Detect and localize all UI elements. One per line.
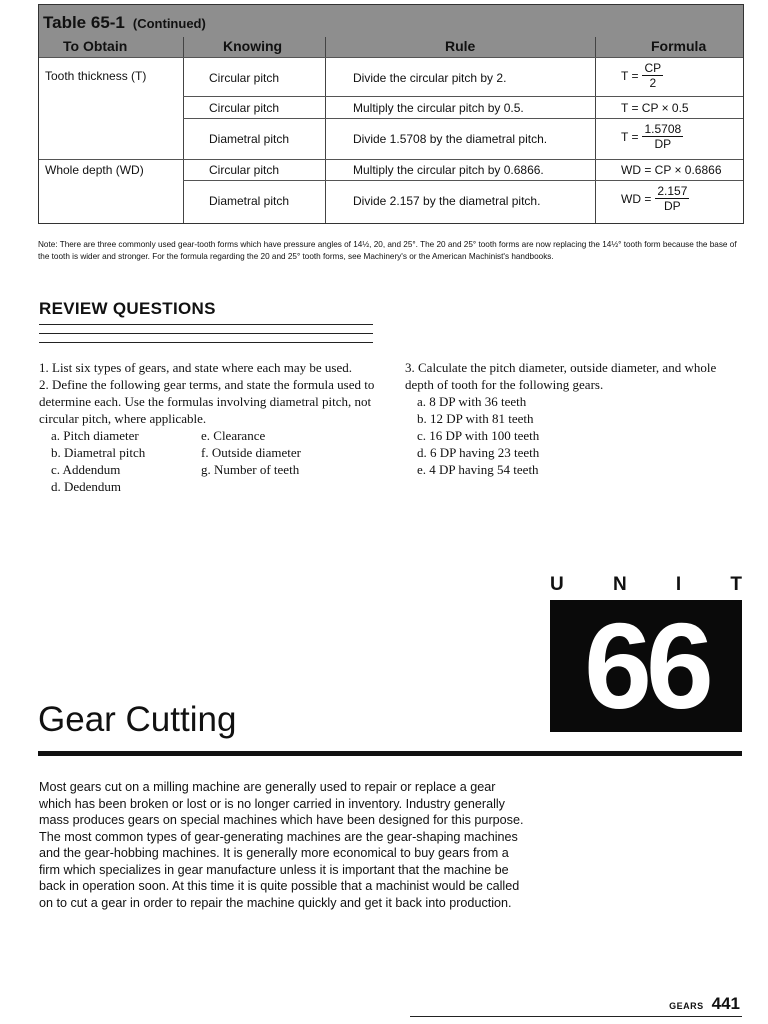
gear-item: d. 6 DP having 23 teeth bbox=[417, 445, 540, 460]
term-item: e. Clearance bbox=[201, 428, 266, 443]
formula-denominator: DP bbox=[664, 199, 681, 213]
cell-rule: Divide 1.5708 by the diametral pitch. bbox=[353, 132, 548, 146]
formula-numerator: 1.5708 bbox=[644, 122, 682, 136]
formula-denominator: 2 bbox=[649, 76, 657, 90]
footer-section: GEARS bbox=[669, 1001, 704, 1011]
question-2: 2. Define the following gear terms, and state the formula used to determine each. Use the formulas involving diametral pitch, not circular pitch, where applicable. bbox=[39, 377, 375, 426]
row-divider bbox=[39, 57, 743, 58]
question-2-terms bbox=[39, 427, 379, 478]
review-column-left bbox=[39, 359, 379, 495]
question-3: 3. Calculate the pitch diameter, outside diameter, and whole depth of tooth for the following gears. bbox=[405, 360, 717, 392]
cell-to-obtain: Tooth thickness (T) bbox=[45, 69, 147, 83]
heading-rule bbox=[39, 342, 373, 343]
formula-numerator: 2.157 bbox=[657, 184, 688, 198]
formula-numerator: CP bbox=[644, 61, 662, 75]
col-header-knowing: Knowing bbox=[223, 38, 283, 54]
row-divider bbox=[183, 180, 743, 181]
unit-number: 66 bbox=[584, 598, 708, 734]
heading-rule bbox=[39, 324, 373, 325]
row-divider bbox=[183, 118, 743, 119]
unit-letter: I bbox=[675, 574, 682, 595]
row-divider bbox=[39, 159, 743, 160]
cell-knowing: Diametral pitch bbox=[209, 132, 290, 146]
row-divider bbox=[183, 96, 743, 97]
formula-lhs: T = bbox=[621, 68, 639, 83]
heading-rule bbox=[39, 333, 373, 334]
gear-item: b. 12 DP with 81 teeth bbox=[417, 411, 534, 426]
table-caption-number: Table 65-1 bbox=[43, 13, 125, 32]
formula-fraction bbox=[642, 61, 663, 90]
table-note: Note: There are three commonly used gear-tooth forms which have pressure angles of 14½, 20, and 25°. The 20 and 25° tooth forms are now replacing the 14½° tooth form because the base of the tooth is wider and stronger. For the formula regarding the 20 and 25° tooth forms, see Machinery's or the American Machinist's handbooks. bbox=[38, 240, 737, 262]
unit-title: Gear Cutting bbox=[38, 700, 237, 739]
column-divider bbox=[183, 37, 184, 223]
cell-knowing: Circular pitch bbox=[209, 163, 280, 177]
page-number: 441 bbox=[711, 994, 740, 1013]
page-footer bbox=[669, 994, 740, 1014]
question-1: 1. List six types of gears, and state where each may be used. bbox=[39, 360, 352, 375]
footer-rule bbox=[410, 1016, 742, 1017]
cell-to-obtain: Whole depth (WD) bbox=[45, 163, 144, 177]
term-item: c. Addendum bbox=[51, 462, 121, 477]
column-divider bbox=[325, 37, 326, 223]
gear-formula-table bbox=[38, 4, 744, 224]
cell-formula: WD = CP × 0.6866 bbox=[621, 163, 722, 177]
table-caption bbox=[43, 13, 206, 33]
term-item: b. Diametral pitch bbox=[51, 445, 146, 460]
cell-formula: T = CP × 0.5 bbox=[621, 101, 689, 115]
cell-rule: Multiply the circular pitch by 0.5. bbox=[353, 101, 524, 115]
unit-letter: U bbox=[550, 574, 564, 595]
unit-letter: T bbox=[730, 574, 742, 595]
gear-item: c. 16 DP with 100 teeth bbox=[417, 428, 540, 443]
col-header-to-obtain: To Obtain bbox=[63, 38, 128, 54]
formula-fraction bbox=[655, 184, 689, 213]
title-rule bbox=[38, 751, 742, 756]
cell-rule: Divide 2.157 by the diametral pitch. bbox=[353, 194, 541, 208]
term-item: f. Outside diameter bbox=[201, 445, 301, 460]
cell-rule: Divide the circular pitch by 2. bbox=[353, 71, 507, 85]
term-item: g. Number of teeth bbox=[201, 462, 300, 477]
col-header-rule: Rule bbox=[445, 38, 476, 54]
col-header-formula: Formula bbox=[651, 38, 707, 54]
term-item: d. Dedendum bbox=[51, 479, 122, 494]
column-divider bbox=[595, 37, 596, 223]
formula-lhs: WD = bbox=[621, 191, 652, 206]
table-caption-suffix: (Continued) bbox=[132, 16, 206, 31]
unit-number-box bbox=[550, 600, 742, 732]
formula-denominator: DP bbox=[654, 137, 672, 151]
cell-knowing: Circular pitch bbox=[209, 101, 280, 115]
cell-knowing: Circular pitch bbox=[209, 71, 280, 85]
unit-label bbox=[550, 574, 742, 596]
review-column-right bbox=[405, 359, 745, 478]
term-item: a. Pitch diameter bbox=[51, 428, 139, 443]
cell-knowing: Diametral pitch bbox=[209, 194, 290, 208]
formula-lhs: T = bbox=[621, 129, 639, 144]
gear-item: a. 8 DP with 36 teeth bbox=[417, 394, 527, 409]
cell-rule: Multiply the circular pitch by 0.6866. bbox=[353, 163, 544, 177]
gear-item: e. 4 DP having 54 teeth bbox=[417, 462, 539, 477]
table-header-band bbox=[39, 5, 743, 57]
cell-formula bbox=[621, 184, 689, 213]
unit-letter: N bbox=[612, 574, 627, 595]
body-paragraph: Most gears cut on a milling machine are generally used to repair or replace a gear which has been broken or lost or is no longer carried in inventory. Industry generally mass produces gears on special machines which have been designed for this purpose. The most common types of gear-generating machines are the gear-shaping machines and the gear-hobbing machines. It is generally more economical to buy gears from a firm which specializes in gear manufacture unless it is important that the machine be back in operation soon. At this time it is quite possible that a machinist would be called on to cut a gear in order to repair the machine quickly and get it back into production. bbox=[39, 780, 524, 910]
cell-formula bbox=[621, 122, 683, 151]
cell-formula bbox=[621, 61, 663, 90]
formula-fraction bbox=[642, 122, 683, 151]
review-questions-heading: REVIEW QUESTIONS bbox=[39, 299, 216, 318]
